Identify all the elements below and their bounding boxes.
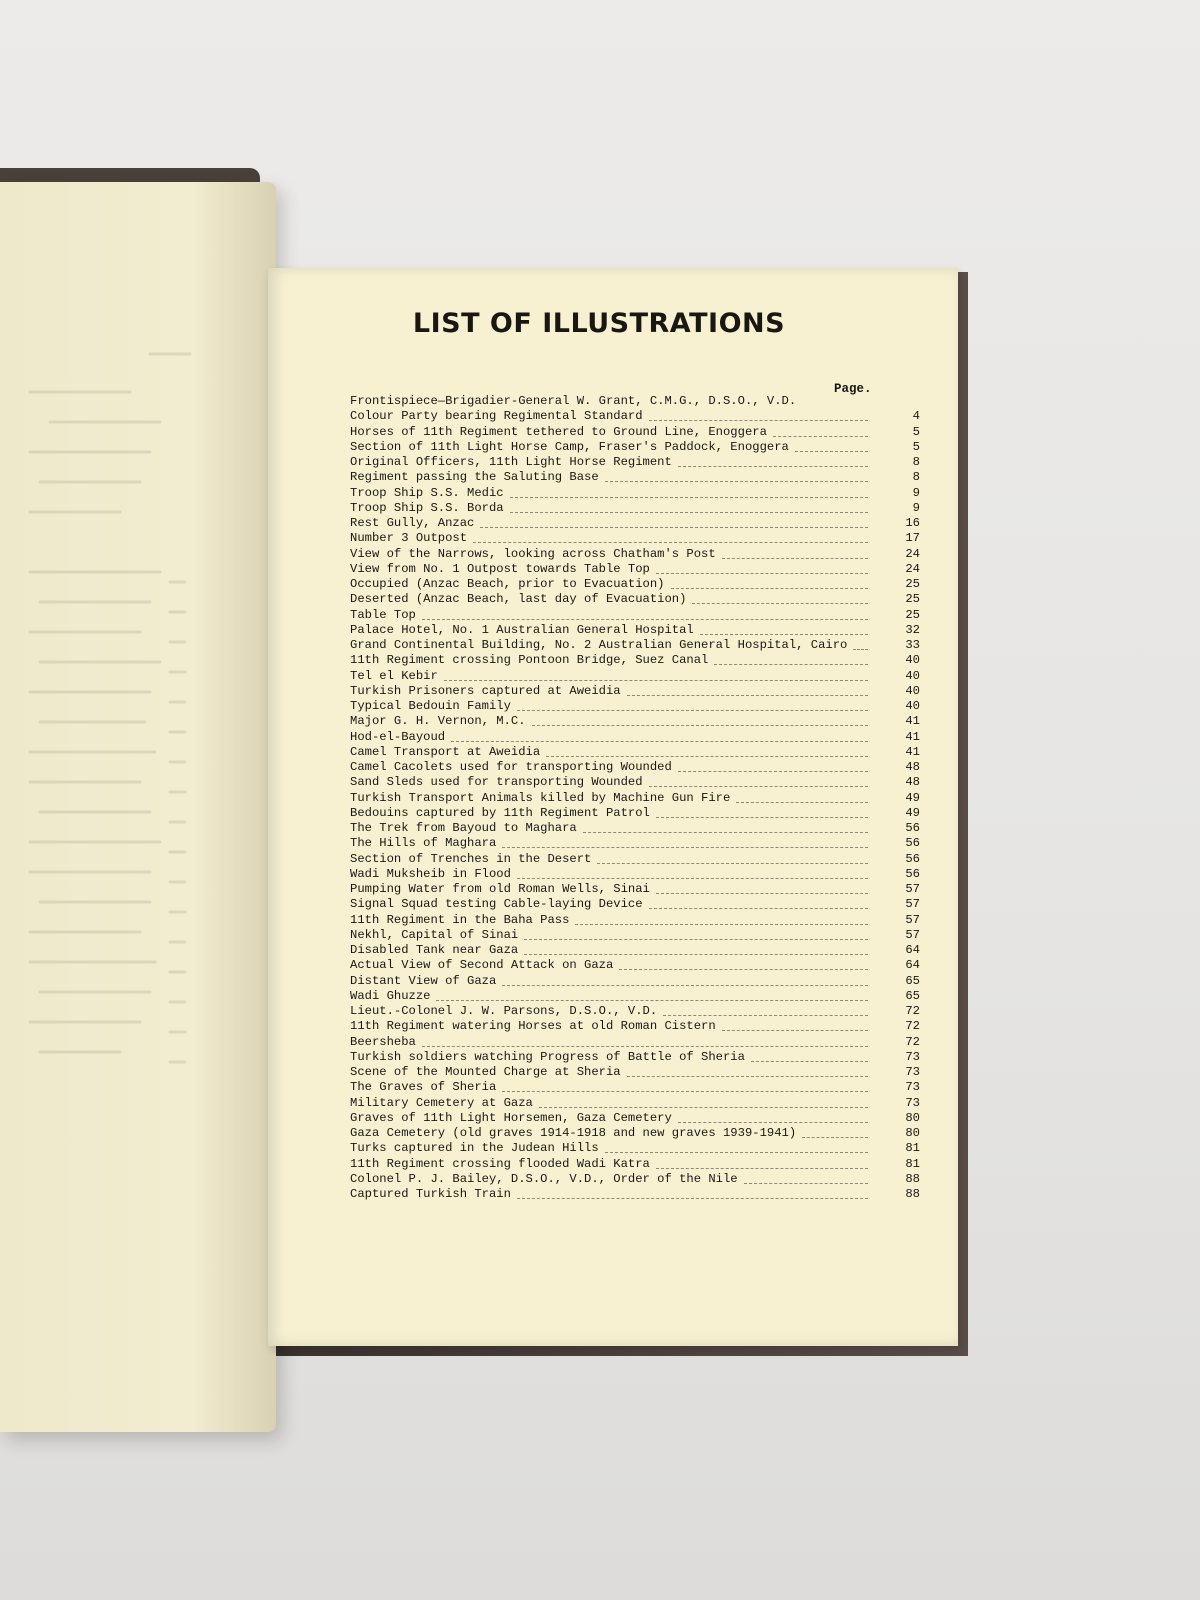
- leader-dots: [502, 1090, 868, 1092]
- list-item: [350, 1171, 920, 1187]
- illustrations-list: [350, 394, 920, 1202]
- list-item: [350, 577, 920, 592]
- list-item: [350, 607, 920, 623]
- list-item: [350, 851, 920, 867]
- entry-page-number: 9: [912, 500, 920, 515]
- entry-page-number: 40: [905, 668, 920, 683]
- leader-dots: [524, 953, 868, 955]
- leader-dots: [751, 1060, 868, 1062]
- entry-page-number: 40: [905, 683, 920, 698]
- leader-dots: [678, 1121, 868, 1123]
- list-item: [350, 775, 920, 790]
- entry-page-number: 81: [905, 1156, 920, 1171]
- leader-dots: [853, 648, 868, 650]
- entry-title: Actual View of Second Attack on Gaza: [350, 958, 614, 973]
- entry-title: Military Cemetery at Gaza: [350, 1095, 533, 1110]
- entry-title: Major G. H. Vernon, M.C.: [350, 714, 526, 729]
- list-item: [350, 805, 920, 821]
- leader-dots: [524, 938, 868, 940]
- entry-page-number: 65: [905, 973, 920, 988]
- leader-dots: [605, 480, 868, 482]
- entry-page-number: 57: [905, 927, 920, 942]
- leader-dots: [656, 1167, 868, 1169]
- entry-page-number: 73: [905, 1080, 920, 1095]
- page-column-label: Page.: [834, 382, 872, 396]
- list-item: [350, 1110, 920, 1126]
- list-item: [350, 760, 920, 775]
- entry-title: Turks captured in the Judean Hills: [350, 1141, 599, 1156]
- entry-title: Original Officers, 11th Light Horse Regiment: [350, 455, 672, 469]
- entry-page-number: 25: [905, 577, 920, 591]
- entry-title: Captured Turkish Train: [350, 1187, 511, 1201]
- entry-title: Frontispiece—Brigadier-General W. Grant, C.M.G., D.S.O., V.D.: [350, 394, 797, 408]
- list-item: [350, 1034, 920, 1050]
- entry-title: Turkish Transport Animals killed by Machine Gun Fire: [350, 790, 731, 805]
- entry-page-number: 56: [905, 851, 920, 866]
- page-title: LIST OF ILLUSTRATIONS: [412, 308, 786, 339]
- leader-dots: [656, 572, 868, 574]
- leader-dots: [517, 877, 868, 879]
- list-item: [350, 1049, 920, 1065]
- list-item: [350, 882, 920, 897]
- entry-title: Occupied (Anzac Beach, prior to Evacuation): [350, 577, 665, 591]
- leader-dots: [627, 1075, 868, 1077]
- entry-title: Deserted (Anzac Beach, last day of Evacuation): [350, 592, 687, 607]
- leader-dots: [649, 419, 868, 421]
- list-item: [350, 714, 920, 729]
- entry-page-number: 4: [912, 409, 920, 424]
- leader-dots: [605, 1151, 868, 1153]
- entry-page-number: 24: [905, 561, 920, 576]
- leader-dots: [656, 816, 868, 818]
- entry-page-number: 24: [905, 546, 920, 561]
- list-item: [350, 394, 900, 409]
- list-item: [350, 821, 920, 836]
- list-item: [350, 973, 920, 989]
- entry-title: Gaza Cemetery (old graves 1914-1918 and new graves 1939-1941): [350, 1126, 797, 1140]
- entry-title: Disabled Tank near Gaza: [350, 943, 519, 957]
- entry-title: Section of Trenches in the Desert: [350, 851, 592, 866]
- entry-page-number: 57: [905, 897, 920, 912]
- entry-page-number: 40: [905, 653, 920, 668]
- leader-dots: [722, 557, 868, 559]
- entry-page-number: 80: [905, 1110, 920, 1125]
- entry-page-number: 8: [912, 455, 920, 469]
- list-item: [350, 455, 920, 470]
- entry-page-number: 49: [905, 790, 920, 805]
- list-item: [350, 516, 920, 531]
- leader-dots: [473, 541, 868, 543]
- list-item: [350, 409, 920, 424]
- entry-page-number: 8: [912, 470, 920, 485]
- leader-dots: [517, 1197, 868, 1199]
- leader-dots: [451, 740, 868, 742]
- list-item: [350, 1065, 920, 1080]
- entry-title: The Hills of Maghara: [350, 836, 497, 851]
- list-item: [350, 653, 920, 668]
- leader-dots: [510, 496, 868, 498]
- leader-dots: [444, 679, 868, 681]
- entry-page-number: 41: [905, 729, 920, 744]
- leader-dots: [436, 999, 868, 1001]
- entry-page-number: 48: [905, 760, 920, 774]
- leader-dots: [583, 831, 868, 833]
- leader-dots: [532, 724, 868, 726]
- entry-title: 11th Regiment watering Horses at old Roman Cistern: [350, 1019, 716, 1034]
- leader-dots: [619, 968, 868, 970]
- entry-page-number: 49: [905, 805, 920, 820]
- leader-dots: [649, 785, 868, 787]
- list-item: [350, 668, 920, 684]
- entry-title: Graves of 11th Light Horsemen, Gaza Cemetery: [350, 1110, 672, 1125]
- leader-dots: [627, 694, 868, 696]
- leader-dots: [678, 465, 868, 467]
- entry-title: Section of 11th Light Horse Camp, Fraser's Paddock, Enoggera: [350, 439, 789, 454]
- leader-dots: [510, 511, 868, 513]
- list-item: [350, 1019, 920, 1034]
- list-item: [350, 1095, 920, 1111]
- entry-title: Number 3 Outpost: [350, 531, 468, 546]
- entry-title: Wadi Muksheib in Flood: [350, 866, 511, 881]
- entry-title: Bedouins captured by 11th Regiment Patrol: [350, 805, 650, 820]
- entry-page-number: 48: [905, 775, 920, 790]
- entry-title: Beersheba: [350, 1034, 416, 1049]
- entry-title: 11th Regiment in the Baha Pass: [350, 912, 570, 927]
- entry-page-number: 72: [905, 1004, 920, 1018]
- entry-title: Hod-el-Bayoud: [350, 729, 446, 744]
- list-item: [350, 1004, 920, 1019]
- entry-page-number: 88: [905, 1171, 920, 1186]
- entry-title: Regiment passing the Saluting Base: [350, 470, 599, 485]
- entry-page-number: 25: [905, 607, 920, 622]
- list-item: [350, 592, 920, 607]
- entry-title: Nekhl, Capital of Sinai: [350, 927, 519, 942]
- leader-dots: [575, 923, 868, 925]
- entry-title: Wadi Ghuzze: [350, 988, 431, 1003]
- list-item: [350, 622, 920, 638]
- list-item: [350, 439, 920, 455]
- list-item: [350, 988, 920, 1004]
- entry-title: Distant View of Gaza: [350, 973, 497, 988]
- right-page: [268, 268, 958, 1346]
- leader-dots: [700, 633, 868, 635]
- entry-title: Pumping Water from old Roman Wells, Sinai: [350, 882, 650, 896]
- list-item: [350, 866, 920, 882]
- list-item: [350, 1156, 920, 1172]
- list-item: [350, 683, 920, 699]
- list-item: [350, 546, 920, 562]
- entry-page-number: 17: [905, 531, 920, 546]
- list-item: [350, 500, 920, 516]
- leader-dots: [714, 663, 868, 665]
- entry-page-number: 41: [905, 714, 920, 729]
- leader-dots: [502, 984, 868, 986]
- entry-page-number: 81: [905, 1141, 920, 1156]
- entry-page-number: 25: [905, 592, 920, 607]
- list-item: [350, 1141, 920, 1156]
- leader-dots: [736, 801, 868, 803]
- list-item: [350, 699, 920, 714]
- leader-dots: [678, 770, 868, 772]
- entry-page-number: 80: [905, 1126, 920, 1140]
- leader-dots: [422, 618, 868, 620]
- entry-page-number: 73: [905, 1095, 920, 1110]
- entry-page-number: 57: [905, 882, 920, 896]
- entry-page-number: 64: [905, 943, 920, 957]
- leader-dots: [773, 435, 868, 437]
- list-item: [350, 424, 920, 440]
- entry-page-number: 73: [905, 1049, 920, 1064]
- entry-title: Signal Squad testing Cable-laying Device: [350, 897, 643, 912]
- entry-page-number: 56: [905, 836, 920, 851]
- list-item: [350, 790, 920, 806]
- list-item: [350, 470, 920, 485]
- entry-title: Troop Ship S.S. Borda: [350, 500, 504, 515]
- entry-page-number: 72: [905, 1034, 920, 1049]
- entry-title: Lieut.-Colonel J. W. Parsons, D.S.O., V.D.: [350, 1004, 658, 1018]
- entry-page-number: 5: [912, 424, 920, 439]
- entry-page-number: 56: [905, 866, 920, 881]
- entry-title: 11th Regiment crossing flooded Wadi Katra: [350, 1156, 650, 1171]
- leader-dots: [480, 526, 868, 528]
- leader-dots: [671, 587, 868, 589]
- leader-dots: [539, 1106, 868, 1108]
- list-item: [350, 958, 920, 973]
- left-page: [0, 182, 276, 1432]
- list-item: [350, 561, 920, 577]
- leader-dots: [546, 755, 868, 757]
- bleed-through-lines: [0, 182, 276, 1432]
- list-item: [350, 1126, 920, 1141]
- entry-page-number: 65: [905, 988, 920, 1003]
- entry-title: Typical Bedouin Family: [350, 699, 511, 713]
- list-item: [350, 744, 920, 760]
- list-item: [350, 897, 920, 912]
- entry-page-number: 88: [905, 1187, 920, 1201]
- entry-title: Tel el Kebir: [350, 668, 438, 683]
- entry-title: Scene of the Mounted Charge at Sheria: [350, 1065, 621, 1079]
- entry-page-number: 33: [905, 638, 920, 652]
- entry-page-number: 16: [905, 516, 920, 530]
- entry-title: Palace Hotel, No. 1 Australian General Hospital: [350, 622, 694, 637]
- entry-page-number: 40: [905, 699, 920, 713]
- list-item: [350, 485, 920, 501]
- list-item: [350, 1187, 920, 1202]
- entry-title: Camel Cacolets used for transporting Wounded: [350, 760, 672, 774]
- leader-dots: [649, 907, 868, 909]
- entry-page-number: 9: [912, 485, 920, 500]
- entry-title: Troop Ship S.S. Medic: [350, 485, 504, 500]
- entry-title: View of the Narrows, looking across Chatham's Post: [350, 546, 716, 561]
- entry-title: 11th Regiment crossing Pontoon Bridge, Suez Canal: [350, 653, 709, 668]
- entry-title: Colour Party bearing Regimental Standard: [350, 409, 643, 424]
- entry-title: Turkish Prisoners captured at Aweidia: [350, 683, 621, 698]
- entry-page-number: 5: [912, 439, 920, 454]
- leader-dots: [422, 1045, 868, 1047]
- entry-page-number: 32: [905, 622, 920, 637]
- list-item: [350, 943, 920, 958]
- entry-page-number: 64: [905, 958, 920, 973]
- entry-title: Rest Gully, Anzac: [350, 516, 475, 530]
- entry-page-number: 56: [905, 821, 920, 835]
- leader-dots: [802, 1136, 868, 1138]
- list-item: [350, 912, 920, 928]
- leader-dots: [744, 1182, 868, 1184]
- entry-page-number: 73: [905, 1065, 920, 1079]
- entry-title: Camel Transport at Aweidia: [350, 744, 541, 759]
- list-item: [350, 531, 920, 546]
- list-item: [350, 927, 920, 943]
- leader-dots: [597, 862, 868, 864]
- entry-title: Turkish soldiers watching Progress of Battle of Sheria: [350, 1049, 745, 1064]
- list-item: [350, 836, 920, 851]
- list-item: [350, 1080, 920, 1095]
- leader-dots: [795, 450, 868, 452]
- leader-dots: [692, 602, 868, 604]
- list-item: [350, 729, 920, 745]
- entry-title: Grand Continental Building, No. 2 Australian General Hospital, Cairo: [350, 638, 848, 652]
- entry-page-number: 41: [905, 744, 920, 759]
- entry-title: The Graves of Sheria: [350, 1080, 497, 1095]
- leader-dots: [722, 1029, 868, 1031]
- leader-dots: [663, 1014, 868, 1016]
- entry-title: Sand Sleds used for transporting Wounded: [350, 775, 643, 790]
- entry-title: The Trek from Bayoud to Maghara: [350, 821, 577, 835]
- entry-title: Horses of 11th Regiment tethered to Ground Line, Enoggera: [350, 424, 767, 439]
- entry-page-number: 72: [905, 1019, 920, 1034]
- list-item: [350, 638, 920, 653]
- leader-dots: [502, 846, 868, 848]
- leader-dots: [656, 892, 868, 894]
- leader-dots: [517, 709, 868, 711]
- entry-title: View from No. 1 Outpost towards Table Top: [350, 561, 650, 576]
- entry-page-number: 57: [905, 912, 920, 927]
- entry-title: Colonel P. J. Bailey, D.S.O., V.D., Order of the Nile: [350, 1171, 738, 1186]
- entry-title: Table Top: [350, 607, 416, 622]
